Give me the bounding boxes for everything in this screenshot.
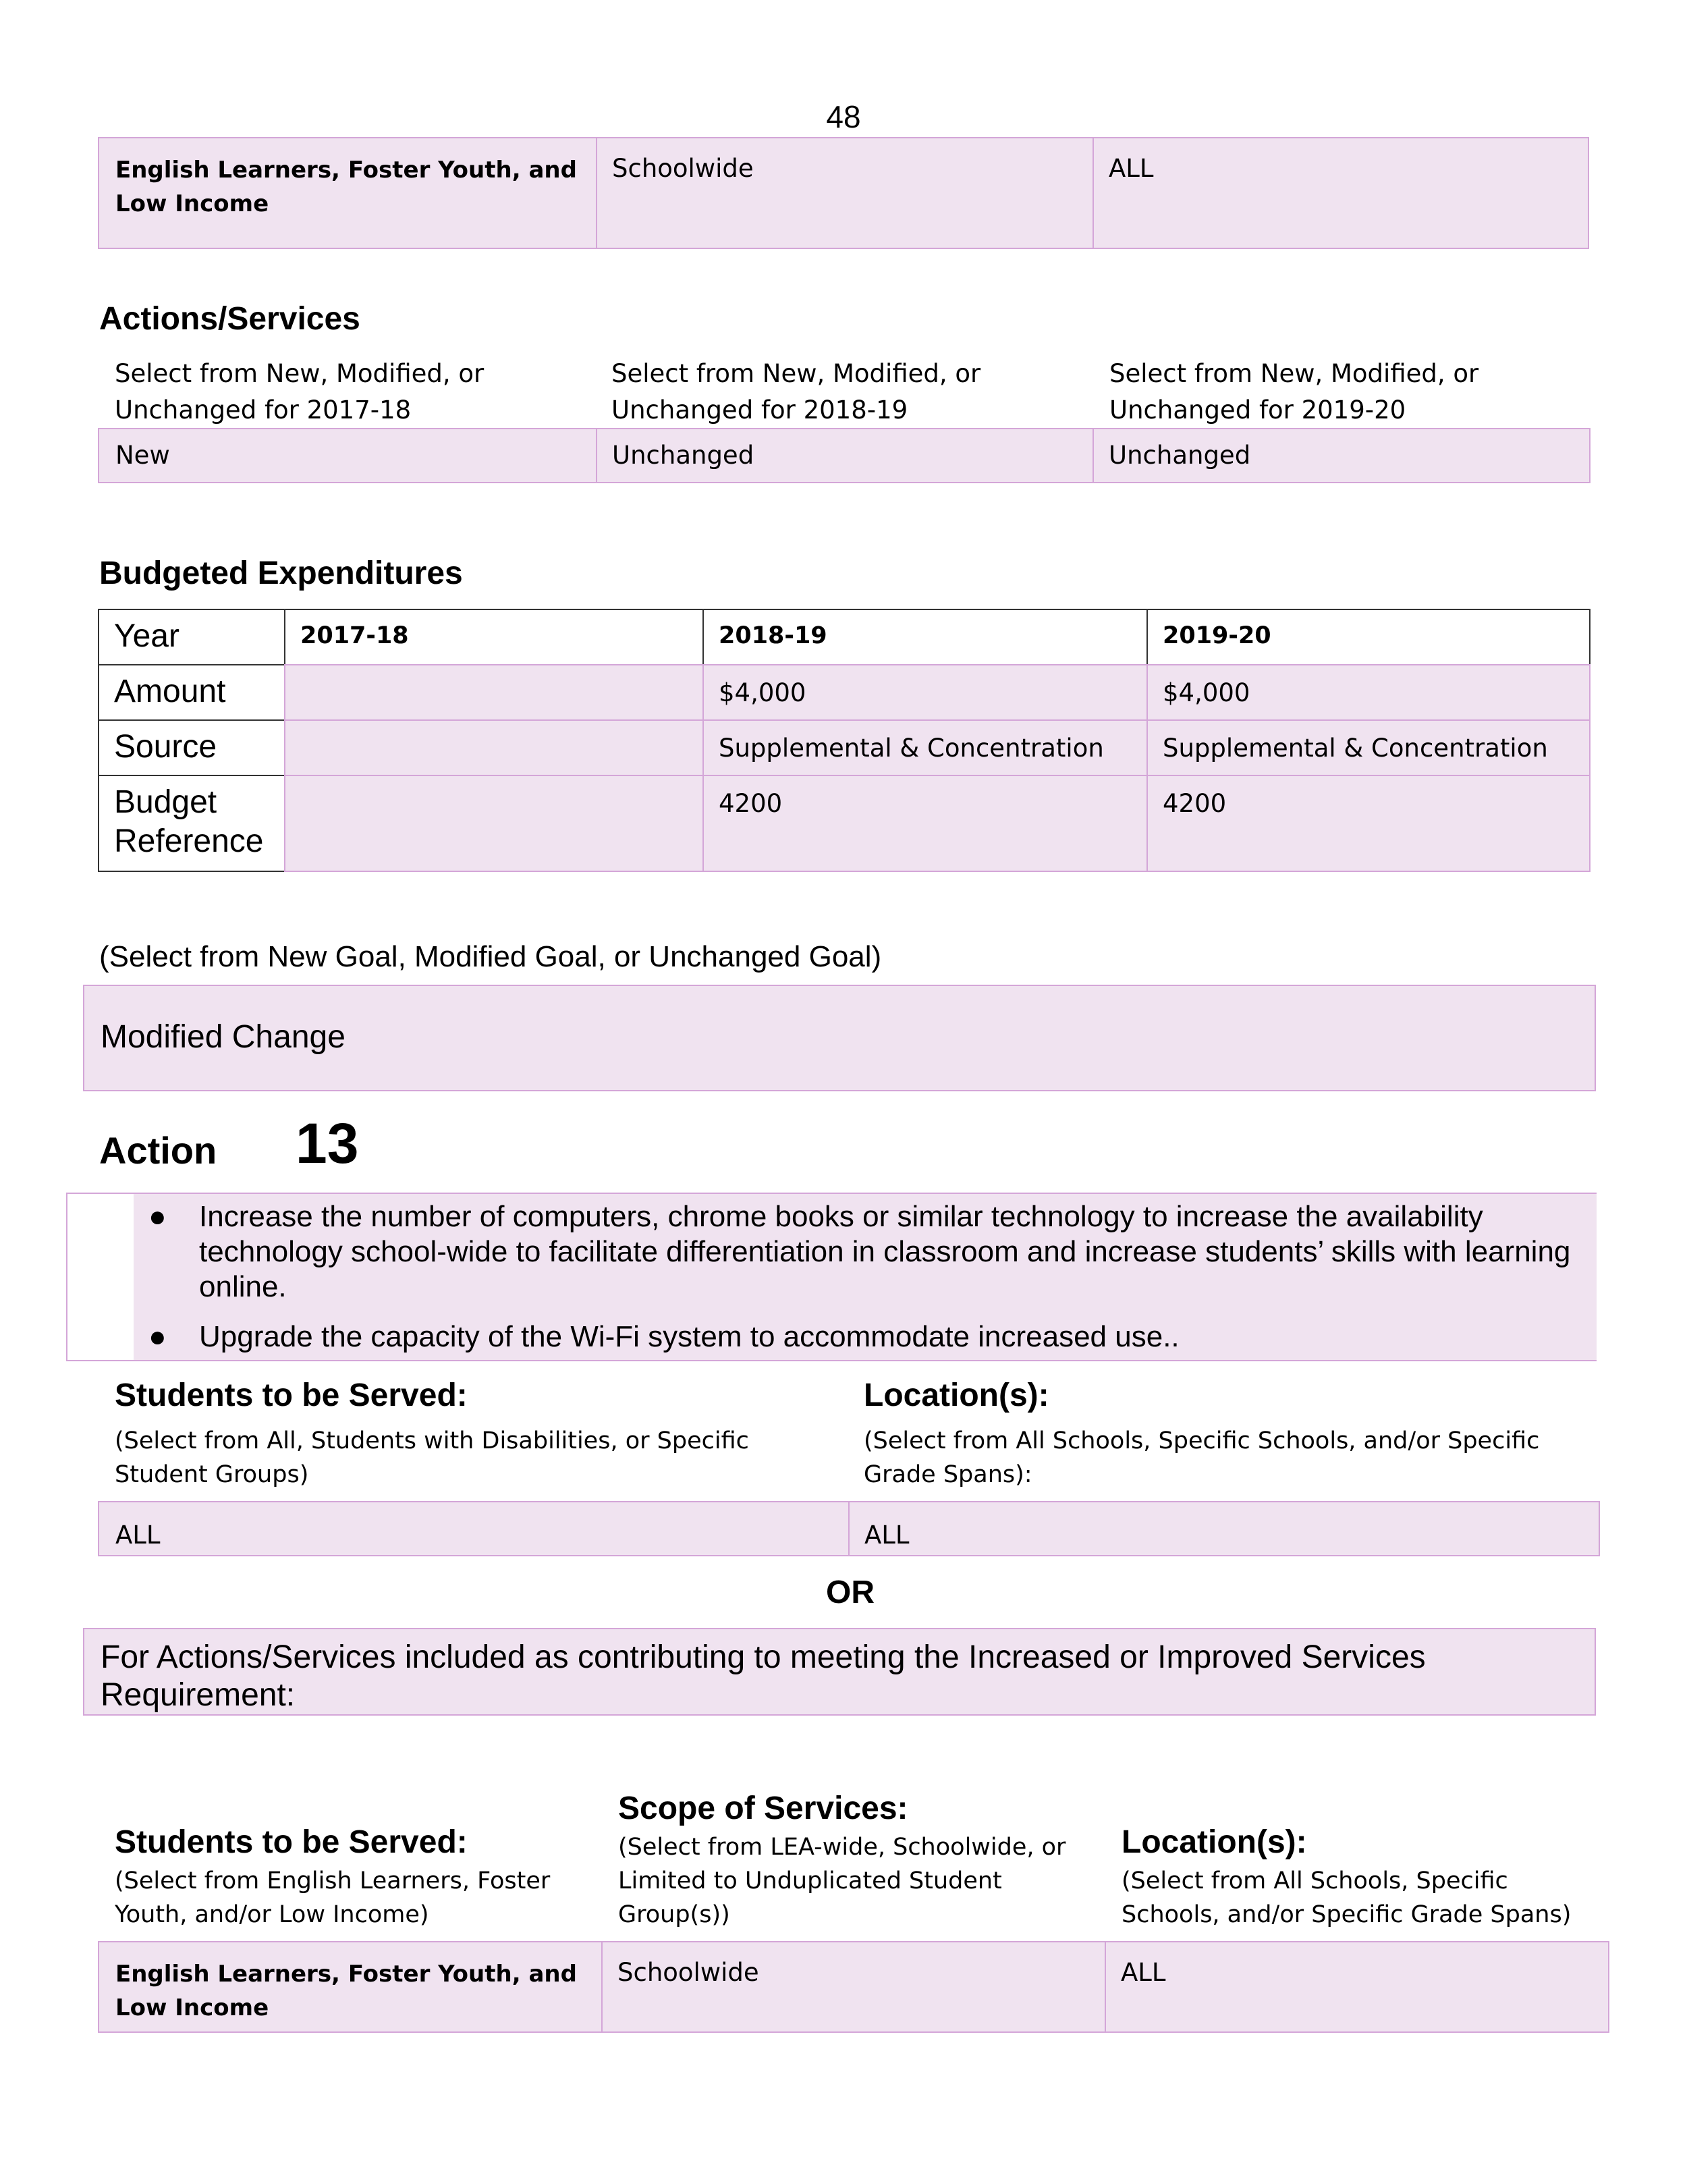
amount-2017-18 [284, 664, 704, 721]
amount-2018-19: $4,000 [702, 664, 1148, 721]
or-label: OR [826, 1575, 875, 1610]
scope-of-services-heading: Scope of Services: [618, 1791, 908, 1826]
select-label-2017-18: Select from New, Modified, or Unchanged for 2017-18 [115, 359, 485, 425]
action-description-fill [134, 1194, 1597, 1360]
served-all-location-heading: Location(s): [864, 1377, 1049, 1413]
actions-services-value-row [98, 428, 1591, 483]
served-all-students-heading: Students to be Served: [115, 1377, 468, 1413]
action-status-2017-18: New [98, 428, 597, 483]
targeted-students-heading: Students to be Served: [115, 1824, 468, 1860]
top-students-cell: English Learners, Foster Youth, and Low Income [98, 137, 597, 249]
top-scope-cell: Schoolwide [596, 137, 1094, 249]
goal-select-box [83, 985, 1596, 1091]
targeted-scope-value: Schoolwide [601, 1941, 1106, 2033]
served-all-location-value: ALL [848, 1501, 1600, 1556]
actions-services-heading: Actions/Services [99, 301, 360, 337]
year-2019-20: 2019-20 [1146, 609, 1591, 665]
amount-label: Amount [98, 664, 285, 721]
action-bullet-list [134, 1199, 1597, 1355]
budgeted-expenditures-heading: Budgeted Expenditures [99, 555, 463, 591]
source-label: Source [98, 719, 285, 776]
action-description-box [66, 1193, 1597, 1361]
served-all-value-row [98, 1501, 1600, 1556]
action-number: 13 [296, 1112, 359, 1175]
targeted-location-value: ALL [1105, 1941, 1609, 2033]
source-2018-19: Supplemental & Concentration [702, 719, 1148, 776]
targeted-value-row [98, 1941, 1609, 2033]
scope-of-services-hint: (Select from LEA-wide, Schoolwide, or Limited to Unduplicated Student Group(s)) [618, 1834, 1066, 1928]
budget-reference-label: Budget Reference [98, 775, 285, 872]
goal-select-label: (Select from New Goal, Modified Goal, or Unchanged Goal) [99, 940, 882, 973]
reference-2019-20: 4200 [1146, 775, 1591, 872]
action-label: Action [99, 1129, 217, 1172]
action-bullet-1 [134, 1199, 1597, 1305]
bullet-2-glyph: ● [148, 1320, 167, 1353]
bullet-1-glyph: ● [148, 1200, 167, 1233]
served-all-students-hint: (Select from All, Students with Disabilities, or Specific Student Groups) [115, 1427, 749, 1488]
year-2017-18: 2017-18 [284, 609, 704, 665]
year-2018-19: 2018-19 [702, 609, 1148, 665]
source-2017-18 [284, 719, 704, 776]
served-all-location-hint: (Select from All Schools, Specific Schools, and/or Specific Grade Spans): [864, 1427, 1540, 1488]
select-label-2018-19: Select from New, Modified, or Unchanged for 2018-19 [611, 359, 981, 425]
targeted-students-hint: (Select from English Learners, Foster Youth, and/or Low Income) [115, 1867, 551, 1928]
reference-2017-18 [284, 775, 704, 872]
source-2019-20: Supplemental & Concentration [1146, 719, 1591, 776]
reference-2018-19: 4200 [702, 775, 1148, 872]
top-students-served-table [98, 137, 1589, 249]
increased-services-text: For Actions/Services included as contributing to meeting the Increased or Improved Services Requirement: [101, 1639, 1426, 1713]
budget-table [98, 609, 1591, 872]
targeted-students-value: English Learners, Foster Youth, and Low Income [98, 1941, 603, 2033]
top-location-cell: ALL [1093, 137, 1589, 249]
action-bullet-1-text: Increase the number of computers, chrome books or similar technology to increase the availability technology school-wide to facilitate differentiation in classroom and increase students’ skills with learning online. [199, 1200, 1571, 1303]
increased-services-box [83, 1628, 1596, 1716]
select-label-2019-20: Select from New, Modified, or Unchanged for 2019-20 [1109, 359, 1479, 425]
action-status-2019-20: Unchanged [1093, 428, 1591, 483]
page-number: 48 [826, 99, 861, 134]
action-status-2018-19: Unchanged [596, 428, 1094, 483]
served-all-students-value: ALL [98, 1501, 850, 1556]
year-label: Year [98, 609, 285, 665]
targeted-location-hint: (Select from All Schools, Specific Schools, and/or Specific Grade Spans) [1122, 1867, 1572, 1928]
goal-select-value: Modified Change [101, 1019, 345, 1055]
action-bullet-2 [134, 1319, 1597, 1355]
amount-2019-20: $4,000 [1146, 664, 1591, 721]
action-bullet-2-text: Upgrade the capacity of the Wi-Fi system to accommodate increased use.. [199, 1320, 1180, 1353]
targeted-location-heading: Location(s): [1122, 1824, 1307, 1860]
